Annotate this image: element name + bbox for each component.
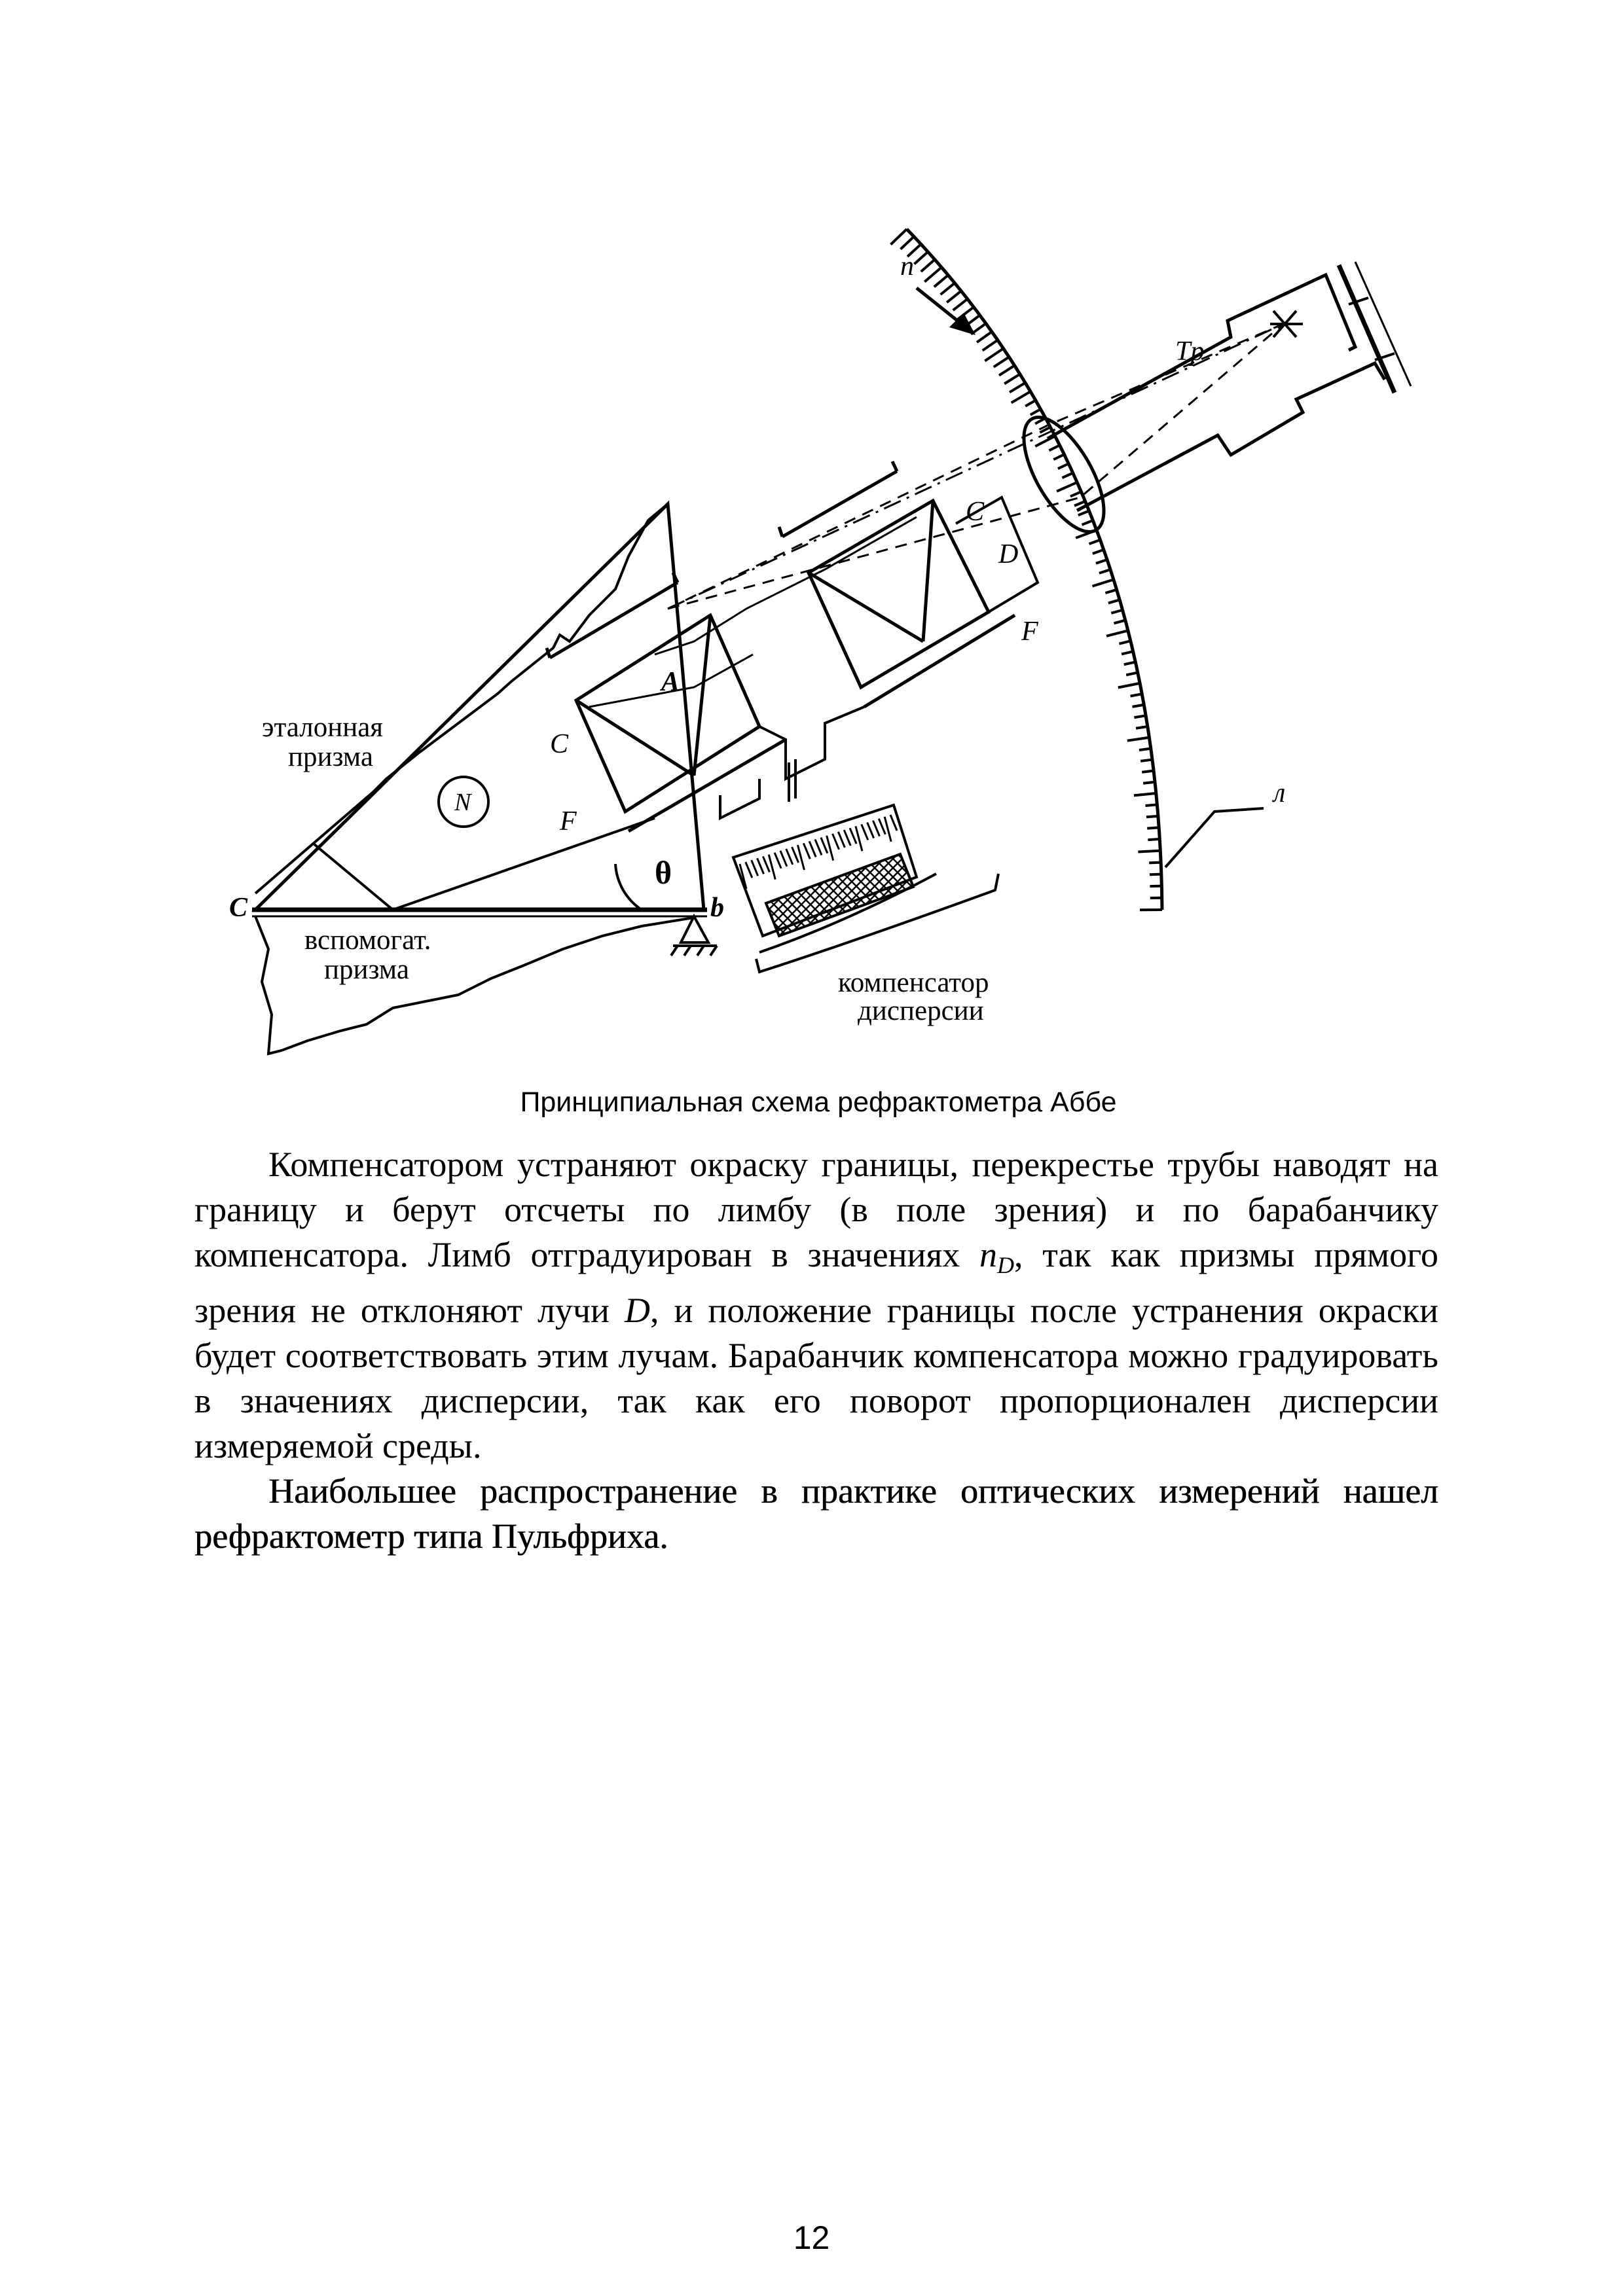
limb-tick [1062,473,1072,478]
limb-tick [1106,630,1128,636]
limb-tick [1111,610,1122,613]
paragraph-1 [194,1142,1438,1469]
dispersion-compensator-drum [733,805,936,952]
label-aux-1: вспомогат. [304,925,431,956]
symbol-d: D [625,1291,651,1330]
limb-tick [914,252,928,264]
limb-tick [985,348,1003,361]
limb-tick [1114,620,1125,624]
limb-tick [1150,874,1161,875]
label-aux-2: призма [324,954,409,985]
abbe-refractometer-diagram [196,190,1440,1080]
limb-tick [1078,511,1089,515]
light-rays [589,324,1283,707]
limb-tick [999,365,1015,375]
limb-tick [1134,793,1156,795]
figure-caption: Принципиальная схема рефрактометра Аббе [520,1086,1117,1118]
limb-tick [1099,569,1110,573]
page-number: 12 [793,2219,830,2256]
limb-tick [1143,782,1155,783]
label-n: n [900,251,914,281]
limb-tick [1127,738,1150,741]
limb-tick [901,236,914,249]
limb-leader [1165,808,1264,867]
paragraph-1-text-c: , и положение границы после устранения окраски будет соответствовать этим лучам. Барабанчик компенсатора можно градуировать в значениях дисперсии, так как его поворот пропорционален дисперсии измеряемой среды. [194,1291,1438,1465]
limb-tick [994,357,1009,367]
limb-tick [983,340,998,351]
limb-tick [1030,409,1041,415]
limb-tick [1074,501,1085,506]
limb-tick [953,299,968,310]
label-F-upper: F [1021,617,1038,647]
label-theta: θ [655,854,672,891]
limb-tick [1142,771,1154,772]
body-text [194,1142,1438,1559]
label-l: л [1273,778,1286,808]
limb-tick [1070,492,1082,496]
paragraph-1-text-a: Компенсатором устраняют окраску границы, перекрестье трубы наводят на границу и берут отсчеты по лимбу (в поле зрения) и по барабанчику компенсатора. Лимб отградуирован в значениях [194,1145,1438,1274]
symbol-n-subscript: D [997,1252,1015,1278]
compensator-prism-1 [547,573,786,831]
symbol-n: n [979,1235,998,1274]
limb-tick [1118,683,1140,688]
limb-tick [1119,641,1130,643]
limb-tick [1140,760,1152,761]
limb-tick [1138,851,1160,852]
label-D-upper: D [998,539,1019,569]
compensator-housing [720,497,1038,818]
limb-tick [1092,580,1113,586]
label-etalon-2: призма [288,742,373,772]
limb-tick [1131,694,1142,696]
limb-tick [1025,401,1036,406]
limb-tick [1082,520,1093,525]
limb-tick [1126,673,1138,675]
limb-tick [1139,749,1151,750]
limb-scale [891,229,1162,910]
limb-tick [1146,816,1158,817]
limb-tick [1010,383,1025,393]
label-A: A [661,667,680,697]
paragraph-2: Наибольшее распространение в практике оптических измерений нашел рефрактометр типа Пульфриха. [194,1471,1438,1556]
limb-tick [1134,715,1146,717]
paragraph-1-text-b: , так как призмы прямого зрения не отклоняют лучи [194,1235,1438,1330]
label-N: N [454,789,471,816]
label-C-upper: C [966,497,985,527]
limb-tick [1053,454,1064,459]
limb-tick [1096,560,1107,564]
limb-tick [1148,839,1159,840]
limb-tick [1012,391,1030,403]
limb-tick [941,283,955,295]
label-comp-1: компенсатор [838,967,989,998]
limb-tick [1108,600,1120,603]
limb-tick [1057,482,1077,492]
label-etalon-1: эталонная [262,712,384,743]
limb-tick [977,332,992,342]
limb-tick [934,275,948,287]
label-comp-2: дисперсии [858,996,984,1026]
limb-tick [1147,827,1159,828]
limb-tick [1004,374,1020,384]
limb-tick [1124,662,1136,664]
limb-tick [947,291,961,302]
label-C-left: C [229,893,248,923]
limb-tick [1136,726,1148,728]
label-tp: Tp [1175,336,1205,367]
limb-tick [1058,463,1068,469]
limb-tick [1122,651,1133,654]
limb-tick [891,229,907,245]
limb-tick [1133,705,1144,707]
limb-tick [1146,804,1158,806]
limb-tick [1105,590,1116,593]
label-F-prism: F [560,806,577,836]
label-b: b [710,893,724,923]
limb-tick [1049,445,1059,450]
limb-tick [924,267,941,281]
limb-tick [1093,550,1104,554]
limb-tick [1089,540,1101,544]
label-C-prism: C [550,729,569,759]
etalon-prism [255,504,704,910]
limb-tick [921,259,935,271]
